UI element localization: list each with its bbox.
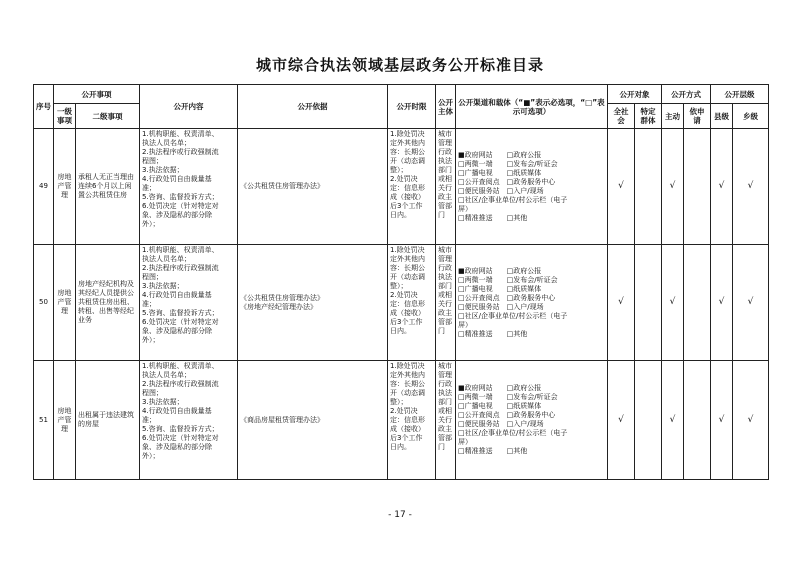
header-seq: 序号 <box>34 85 54 129</box>
row-seq: 49 <box>34 129 54 245</box>
header-channel: 公开渠道和载体（“■”表示必选项，“□”表示可选项） <box>456 85 608 129</box>
row-subject: 城市 管理 行政 执法 部门 或相 关行 政主 管部 门 <box>436 129 456 245</box>
row-subject: 城市 管理 行政 执法 部门 或相 关行 政主 管部 门 <box>436 361 456 480</box>
row-target-specific <box>635 245 662 361</box>
row-content: 1.机构职能、权责清单、 执法人员名单； 2.执法程序或行政强制流 程图； 3.执法依据； 4.行政处罚自由裁量基 准； 5.咨询、监督投诉方式； 6.处罚决定（针对特定对 象、涉及隐私的部分除 外）； <box>140 245 238 361</box>
header-content: 公开内容 <box>140 85 238 129</box>
header-subject: 公开主体 <box>436 85 456 129</box>
header-row-1 <box>34 85 769 104</box>
header-level-county: 县级 <box>711 104 733 129</box>
header-level1: 一级事项 <box>54 104 76 129</box>
header-target-specific: 特定群体 <box>635 104 662 129</box>
header-target-all: 全社会 <box>608 104 635 129</box>
row-mode-active: √ <box>662 129 684 245</box>
header-matters: 公开事项 <box>54 85 140 104</box>
row-basis: 《商品房屋租赁管理办法》 <box>238 361 388 480</box>
row-seq: 50 <box>34 245 54 361</box>
row-target-all: √ <box>608 129 635 245</box>
header-mode: 公开方式 <box>662 85 711 104</box>
row-target-all: √ <box>608 361 635 480</box>
row-level-town: √ <box>733 245 769 361</box>
row-level2: 房地产经纪机构及其经纪人员提供公共租赁住房出租、转租、出售等经纪业务 <box>76 245 140 361</box>
row-target-all: √ <box>608 245 635 361</box>
table-row <box>34 361 769 480</box>
row-channels: ■政府网站 □政府公报 □两微一端 □发布会/听证会 □广播电视 □纸质媒体 □公开查阅点 □政务服务中心 □便民服务站 □入户/现场 □社区/企事业单位/村公示栏（电子 屏） □精准推送 □其他 <box>456 245 608 361</box>
row-seq: 51 <box>34 361 54 480</box>
row-level1: 房地产管理 <box>54 361 76 480</box>
table-row <box>34 245 769 361</box>
row-level-town: √ <box>733 361 769 480</box>
header-target: 公开对象 <box>608 85 662 104</box>
catalog-table <box>33 84 769 480</box>
page-number: - 17 - <box>388 510 412 520</box>
row-level2: 出租属于违法建筑的房屋 <box>76 361 140 480</box>
row-level2: 承租人无正当理由连续6个月以上闲置公共租赁住房 <box>76 129 140 245</box>
row-mode-request <box>684 245 711 361</box>
header-level2: 二级事项 <box>76 104 140 129</box>
row-level-town: √ <box>733 129 769 245</box>
row-level-county: √ <box>711 245 733 361</box>
row-subject: 城市 管理 行政 执法 部门 或相 关行 政主 管部 门 <box>436 245 456 361</box>
row-basis: 《公共租赁住房管理办法》 <box>238 129 388 245</box>
table-row <box>34 129 769 245</box>
row-level-county: √ <box>711 361 733 480</box>
row-timelimit: 1.除处罚决 定外其他内 容：长期公 开（动态调 整）； 2.处罚决 定：信息形 成（接收） 后3个工作 日内。 <box>388 245 436 361</box>
row-timelimit: 1.除处罚决 定外其他内 容：长期公 开（动态调 整）； 2.处罚决 定：信息形 成（接收） 后3个工作 日内。 <box>388 129 436 245</box>
row-mode-request <box>684 361 711 480</box>
header-level: 公开层级 <box>711 85 769 104</box>
row-level1: 房地产管理 <box>54 129 76 245</box>
row-target-specific <box>635 361 662 480</box>
row-basis: 《公共租赁住房管理办法》 《房地产经纪管理办法》 <box>238 245 388 361</box>
row-channels: ■政府网站 □政府公报 □两微一端 □发布会/听证会 □广播电视 □纸质媒体 □公开查阅点 □政务服务中心 □便民服务站 □入户/现场 □社区/企事业单位/村公示栏（电子 屏） □精准推送 □其他 <box>456 361 608 480</box>
header-level-town: 乡级 <box>733 104 769 129</box>
header-basis: 公开依据 <box>238 85 388 129</box>
row-mode-active: √ <box>662 245 684 361</box>
row-mode-active: √ <box>662 361 684 480</box>
row-timelimit: 1.除处罚决 定外其他内 容：长期公 开（动态调 整）； 2.处罚决 定：信息形 成（接收） 后3个工作 日内。 <box>388 361 436 480</box>
header-mode-active: 主动 <box>662 104 684 129</box>
row-content: 1.机构职能、权责清单、 执法人员名单； 2.执法程序或行政强制流 程图； 3.执法依据； 4.行政处罚自由裁量基 准； 5.咨询、监督投诉方式； 6.处罚决定（针对特定对 象、涉及隐私的部分除 外）； <box>140 361 238 480</box>
row-mode-request <box>684 129 711 245</box>
header-timelimit: 公开时限 <box>388 85 436 129</box>
page-title: 城市综合执法领域基层政务公开标准目录 <box>255 56 544 74</box>
row-channels: ■政府网站 □政府公报 □两微一端 □发布会/听证会 □广播电视 □纸质媒体 □公开查阅点 □政务服务中心 □便民服务站 □入户/现场 □社区/企事业单位/村公示栏（电子 屏） □精准推送 □其他 <box>456 129 608 245</box>
row-content: 1.机构职能、权责清单、 执法人员名单； 2.执法程序或行政强制流 程图； 3.执法依据； 4.行政处罚自由裁量基 准； 5.咨询、监督投诉方式； 6.处罚决定（针对特定对 象、涉及隐私的部分除 外）； <box>140 129 238 245</box>
row-target-specific <box>635 129 662 245</box>
header-mode-request: 依申请 <box>684 104 711 129</box>
row-level1: 房地产管理 <box>54 245 76 361</box>
row-level-county: √ <box>711 129 733 245</box>
